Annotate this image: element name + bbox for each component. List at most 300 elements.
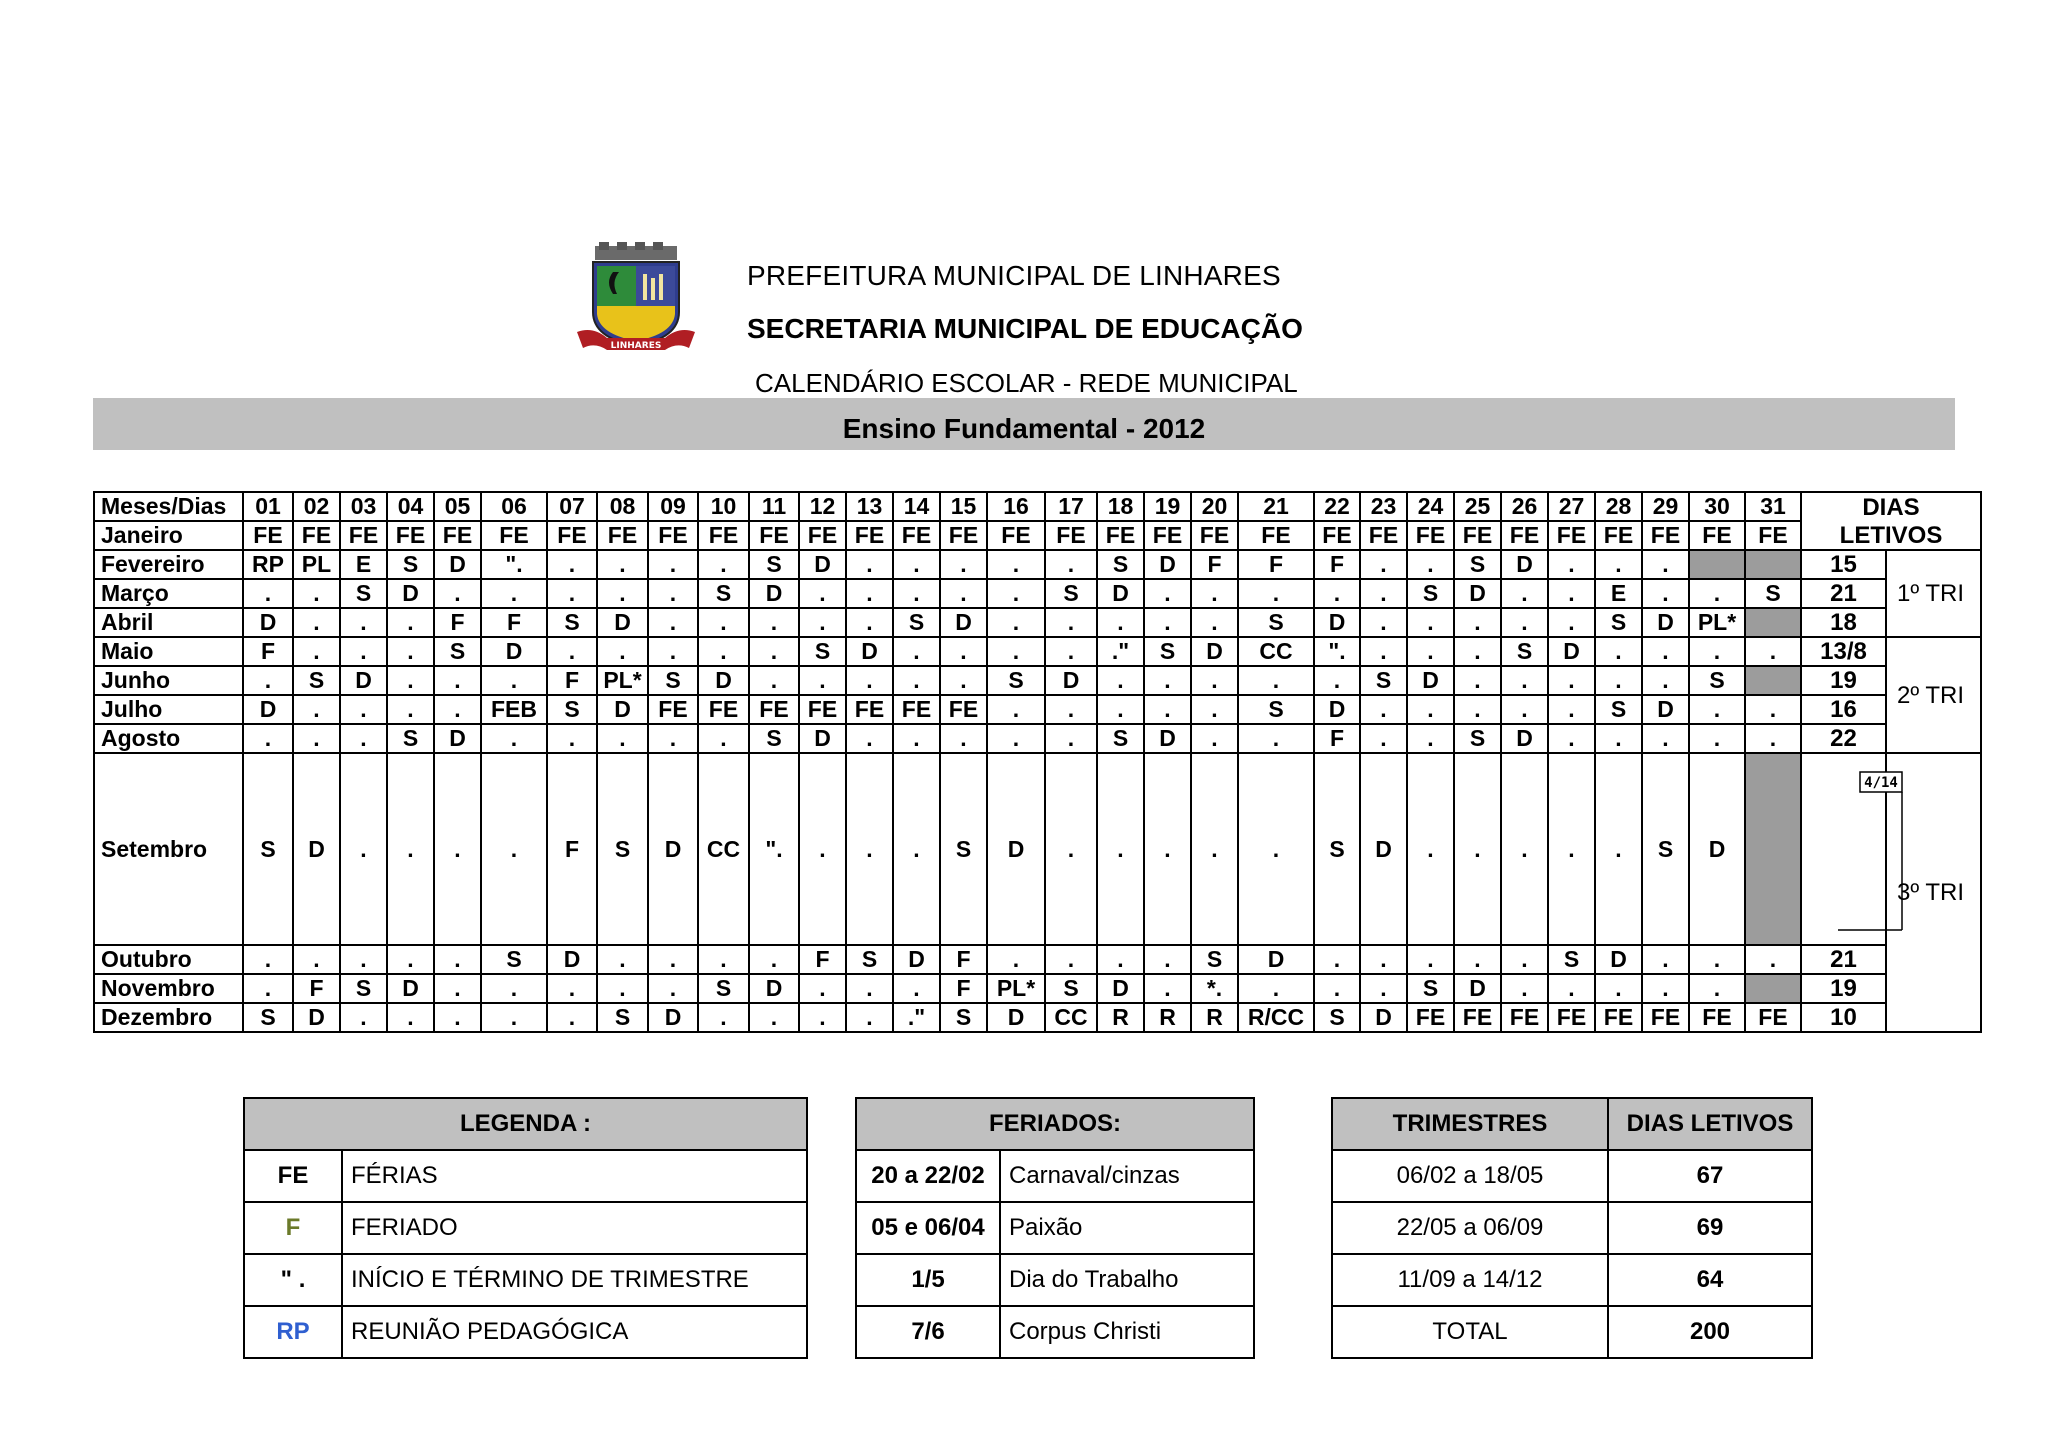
day-cell: .	[749, 666, 799, 695]
day-cell: FE	[481, 521, 547, 550]
day-cell: F	[547, 753, 597, 945]
holiday-name: Dia do Trabalho	[1000, 1254, 1254, 1306]
holidays-table	[855, 1097, 1255, 1359]
day-cell: .	[434, 695, 481, 724]
day-cell: .	[340, 608, 387, 637]
school-days-value: 22	[1801, 724, 1886, 753]
day-cell: FE	[1407, 1003, 1454, 1032]
day-cell: .	[1407, 637, 1454, 666]
day-cell: FE	[940, 521, 987, 550]
school-days-value: 16	[1801, 695, 1886, 724]
day-cell: .	[547, 579, 597, 608]
day-cell: .	[340, 753, 387, 945]
school-days-value: 18	[1801, 608, 1886, 637]
day-cell: S	[1314, 753, 1360, 945]
holiday-name: Paixão	[1000, 1202, 1254, 1254]
day-cell: .	[243, 666, 293, 695]
day-header: 18	[1097, 492, 1144, 521]
day-cell: .	[1642, 550, 1689, 579]
day-cell: RP	[243, 550, 293, 579]
day-cell: S	[940, 1003, 987, 1032]
day-header: 05	[434, 492, 481, 521]
day-cell: .	[293, 637, 340, 666]
day-cell: .	[1501, 945, 1548, 974]
day-cell: .	[1454, 608, 1501, 637]
day-cell: .	[648, 945, 698, 974]
day-cell: FE	[1191, 521, 1238, 550]
holiday-date: 1/5	[856, 1254, 1000, 1306]
day-cell: D	[547, 945, 597, 974]
day-cell: F	[799, 945, 846, 974]
school-days-header: DIAS LETIVOS	[1608, 1098, 1812, 1150]
trimester-period: 22/05 a 06/09	[1332, 1202, 1608, 1254]
day-cell: .	[1595, 666, 1642, 695]
month-name: Janeiro	[94, 521, 243, 550]
day-cell: ".	[481, 550, 547, 579]
day-cell: S	[698, 974, 749, 1003]
day-cell: .	[1595, 974, 1642, 1003]
day-cell: FE	[1501, 1003, 1548, 1032]
legend-description: FERIADO	[342, 1202, 807, 1254]
holiday-row	[856, 1306, 1254, 1358]
day-cell: .	[1360, 945, 1407, 974]
legend-code: F	[244, 1202, 342, 1254]
day-cell: .	[1144, 579, 1191, 608]
day-cell: ."	[1097, 637, 1144, 666]
day-cell: .	[243, 724, 293, 753]
day-cell: D	[1454, 974, 1501, 1003]
day-cell: .	[1745, 945, 1801, 974]
day-cell: E	[1595, 579, 1642, 608]
day-cell: D	[434, 550, 481, 579]
day-cell: .	[340, 1003, 387, 1032]
day-cell: .	[799, 753, 846, 945]
day-cell: F	[1238, 550, 1314, 579]
day-cell: S	[799, 637, 846, 666]
day-cell: .	[648, 579, 698, 608]
day-cell: .	[846, 1003, 893, 1032]
day-header: 23	[1360, 492, 1407, 521]
day-cell: D	[893, 945, 940, 974]
school-days-column-header-2: LETIVOS	[1801, 521, 1981, 550]
day-cell: .	[547, 1003, 597, 1032]
day-cell: .	[940, 637, 987, 666]
day-cell: ".	[749, 753, 799, 945]
day-cell: D	[1360, 753, 1407, 945]
setembro-note-callout	[1836, 768, 1908, 934]
day-cell: F	[940, 974, 987, 1003]
month-row	[94, 666, 1981, 695]
day-cell: .	[1238, 666, 1314, 695]
trimester-period: TOTAL	[1332, 1306, 1608, 1358]
day-cell: FE	[1454, 521, 1501, 550]
day-cell: .	[1097, 695, 1144, 724]
holiday-date: 7/6	[856, 1306, 1000, 1358]
day-cell: D	[1501, 724, 1548, 753]
day-cell: .	[893, 974, 940, 1003]
day-cell: S	[1097, 724, 1144, 753]
day-cell: .	[340, 724, 387, 753]
school-days-value: 13/8	[1801, 637, 1886, 666]
day-cell: FE	[1595, 521, 1642, 550]
day-cell: S	[648, 666, 698, 695]
trimester-label: 1º TRI	[1886, 550, 1981, 637]
month-name: Março	[94, 579, 243, 608]
day-cell: .	[940, 550, 987, 579]
header-municipality: PREFEITURA MUNICIPAL DE LINHARES	[747, 260, 1281, 291]
day-cell: S	[243, 753, 293, 945]
day-cell: .	[987, 550, 1045, 579]
day-header: 25	[1454, 492, 1501, 521]
holiday-row	[856, 1202, 1254, 1254]
day-cell: .	[293, 695, 340, 724]
day-cell: .	[698, 1003, 749, 1032]
day-cell: E	[340, 550, 387, 579]
day-cell: .	[893, 753, 940, 945]
trimester-row	[1332, 1150, 1812, 1202]
day-cell: D	[1191, 637, 1238, 666]
day-cell: F	[1191, 550, 1238, 579]
day-cell	[1745, 753, 1801, 945]
day-cell: S	[1314, 1003, 1360, 1032]
day-cell: S	[340, 974, 387, 1003]
day-cell: .	[547, 974, 597, 1003]
day-cell: ."	[893, 1003, 940, 1032]
day-cell: S	[547, 608, 597, 637]
day-cell: S	[1238, 608, 1314, 637]
crest-ribbon-text: LINHARES	[610, 341, 662, 351]
day-cell: .	[1097, 945, 1144, 974]
day-cell: D	[1314, 608, 1360, 637]
day-cell: .	[1045, 637, 1097, 666]
day-cell: .	[1045, 695, 1097, 724]
day-cell: S	[597, 1003, 648, 1032]
day-cell: F	[1314, 724, 1360, 753]
day-cell: S	[1548, 945, 1595, 974]
day-cell: .	[434, 974, 481, 1003]
day-cell: .	[597, 637, 648, 666]
day-cell: .	[597, 579, 648, 608]
day-header: 14	[893, 492, 940, 521]
day-cell: FE	[1045, 521, 1097, 550]
day-cell: FE	[648, 695, 698, 724]
day-cell: F	[243, 637, 293, 666]
day-cell: .	[1238, 724, 1314, 753]
day-cell: FE	[1745, 521, 1801, 550]
day-cell: FE	[1454, 1003, 1501, 1032]
day-cell: .	[1191, 724, 1238, 753]
day-cell: .	[893, 724, 940, 753]
day-cell: .	[1144, 608, 1191, 637]
day-cell: .	[1745, 637, 1801, 666]
day-cell: D	[1407, 666, 1454, 695]
school-calendar-table	[93, 491, 1982, 1033]
day-cell: .	[1238, 974, 1314, 1003]
day-cell: .	[1689, 579, 1745, 608]
day-cell: .	[387, 1003, 434, 1032]
day-cell: D	[597, 608, 648, 637]
day-cell: D	[749, 974, 799, 1003]
month-row	[94, 753, 1981, 945]
month-name: Setembro	[94, 753, 243, 945]
day-cell: .	[1191, 579, 1238, 608]
day-cell: .	[1454, 753, 1501, 945]
day-cell	[1745, 974, 1801, 1003]
day-cell: FE	[940, 695, 987, 724]
day-header: 12	[799, 492, 846, 521]
day-cell: .	[987, 637, 1045, 666]
day-cell: .	[1360, 974, 1407, 1003]
day-cell: .	[1501, 695, 1548, 724]
day-cell: FE	[1097, 521, 1144, 550]
day-cell: .	[648, 608, 698, 637]
day-cell: .	[1689, 974, 1745, 1003]
day-header: 15	[940, 492, 987, 521]
day-cell: D	[846, 637, 893, 666]
day-cell: .	[1097, 753, 1144, 945]
day-cell: .	[434, 1003, 481, 1032]
month-name: Julho	[94, 695, 243, 724]
day-cell: F	[293, 974, 340, 1003]
day-cell: D	[1045, 666, 1097, 695]
day-cell: D	[481, 637, 547, 666]
day-cell: .	[799, 608, 846, 637]
day-cell: .	[547, 637, 597, 666]
day-cell: .	[846, 724, 893, 753]
day-cell: S	[1642, 753, 1689, 945]
day-cell: D	[1097, 579, 1144, 608]
day-cell: .	[481, 753, 547, 945]
day-header: 31	[1745, 492, 1801, 521]
day-cell: .	[293, 724, 340, 753]
month-row	[94, 608, 1981, 637]
day-cell: .	[597, 724, 648, 753]
day-cell: FE	[387, 521, 434, 550]
day-cell: FE	[547, 521, 597, 550]
day-cell: .	[1454, 637, 1501, 666]
day-cell: FE	[846, 695, 893, 724]
day-cell: S	[1191, 945, 1238, 974]
day-cell: .	[1314, 974, 1360, 1003]
day-cell: FEB	[481, 695, 547, 724]
day-cell: .	[1595, 753, 1642, 945]
day-cell: .	[846, 550, 893, 579]
day-cell: FE	[1501, 521, 1548, 550]
day-cell: D	[293, 753, 340, 945]
day-cell: F	[481, 608, 547, 637]
header-secretariat: SECRETARIA MUNICIPAL DE EDUCAÇÃO	[747, 313, 1303, 344]
day-cell: .	[547, 724, 597, 753]
day-cell: FE	[987, 521, 1045, 550]
day-cell: FE	[1360, 521, 1407, 550]
day-cell: FE	[1642, 521, 1689, 550]
day-cell: .	[434, 579, 481, 608]
holidays-title: FERIADOS:	[856, 1098, 1254, 1150]
day-cell: D	[1595, 945, 1642, 974]
day-cell: FE	[1548, 1003, 1595, 1032]
day-cell: CC	[1045, 1003, 1097, 1032]
day-cell: .	[698, 724, 749, 753]
day-cell: S	[1238, 695, 1314, 724]
day-header: 22	[1314, 492, 1360, 521]
day-cell: .	[1642, 724, 1689, 753]
legend-code: " .	[244, 1254, 342, 1306]
day-cell: .	[1045, 945, 1097, 974]
day-cell: CC	[1238, 637, 1314, 666]
month-name: Maio	[94, 637, 243, 666]
day-cell: .	[698, 550, 749, 579]
day-cell: .	[1045, 724, 1097, 753]
day-cell: R	[1144, 1003, 1191, 1032]
day-cell: .	[293, 579, 340, 608]
day-cell: .	[1407, 550, 1454, 579]
trimester-row	[1332, 1254, 1812, 1306]
day-cell: .	[1191, 666, 1238, 695]
school-days-value: 19	[1801, 666, 1886, 695]
day-cell: .	[243, 579, 293, 608]
day-cell: .	[1454, 695, 1501, 724]
day-cell: FE	[1548, 521, 1595, 550]
day-cell: S	[340, 579, 387, 608]
day-cell: .	[1548, 579, 1595, 608]
day-cell: S	[1407, 579, 1454, 608]
day-cell: .	[1745, 724, 1801, 753]
day-cell: F	[940, 945, 987, 974]
day-cell: .	[1045, 753, 1097, 945]
day-cell: .	[1548, 753, 1595, 945]
day-header: 17	[1045, 492, 1097, 521]
day-cell: S	[1045, 974, 1097, 1003]
day-cell: .	[1689, 945, 1745, 974]
day-cell: S	[1501, 637, 1548, 666]
trimester-row	[1332, 1202, 1812, 1254]
trimester-row	[1332, 1306, 1812, 1358]
day-cell: S	[940, 753, 987, 945]
day-cell: .	[698, 945, 749, 974]
trimesters-header: TRIMESTRES	[1332, 1098, 1608, 1150]
day-cell: .	[1360, 579, 1407, 608]
day-cell: S	[597, 753, 648, 945]
month-row	[94, 945, 1981, 974]
day-header: 03	[340, 492, 387, 521]
school-days-value: 21	[1801, 579, 1886, 608]
day-cell: S	[749, 550, 799, 579]
day-cell: .	[387, 666, 434, 695]
day-cell: .	[340, 945, 387, 974]
day-cell: R/CC	[1238, 1003, 1314, 1032]
trimester-school-days: 200	[1608, 1306, 1812, 1358]
day-cell: S	[547, 695, 597, 724]
day-cell: .	[648, 550, 698, 579]
day-cell: D	[1144, 724, 1191, 753]
legend-row	[244, 1306, 807, 1358]
month-row	[94, 550, 1981, 579]
day-cell: S	[1144, 637, 1191, 666]
day-cell: .	[1501, 974, 1548, 1003]
day-cell: S	[698, 579, 749, 608]
day-cell	[1745, 666, 1801, 695]
day-cell: .	[987, 945, 1045, 974]
day-cell: FE	[749, 521, 799, 550]
day-cell: S	[1097, 550, 1144, 579]
day-cell: .	[243, 945, 293, 974]
day-cell: .	[648, 974, 698, 1003]
legend-row	[244, 1202, 807, 1254]
setembro-note-text: 4/14	[1864, 775, 1898, 791]
day-cell: D	[987, 1003, 1045, 1032]
day-cell: S	[749, 724, 799, 753]
day-cell: .	[1407, 724, 1454, 753]
month-name: Junho	[94, 666, 243, 695]
legend-description: INÍCIO E TÉRMINO DE TRIMESTRE	[342, 1254, 807, 1306]
day-cell: .	[1238, 753, 1314, 945]
day-cell: .	[1360, 608, 1407, 637]
day-cell: .	[698, 637, 749, 666]
day-cell: FE	[1689, 521, 1745, 550]
day-cell: FE	[893, 695, 940, 724]
day-cell: S	[1454, 550, 1501, 579]
day-cell	[1745, 550, 1801, 579]
day-cell: .	[1548, 695, 1595, 724]
day-cell: .	[987, 724, 1045, 753]
day-cell: FE	[648, 521, 698, 550]
month-name: Fevereiro	[94, 550, 243, 579]
day-cell: .	[893, 637, 940, 666]
school-days-value: 21	[1801, 945, 1886, 974]
day-cell: D	[799, 550, 846, 579]
day-cell: FE	[293, 521, 340, 550]
day-cell: ".	[1314, 637, 1360, 666]
day-cell: .	[648, 724, 698, 753]
day-header: 09	[648, 492, 698, 521]
day-cell: S	[1745, 579, 1801, 608]
legend-table	[243, 1097, 808, 1359]
trimester-period: 06/02 a 18/05	[1332, 1150, 1608, 1202]
day-cell: S	[846, 945, 893, 974]
day-cell: .	[243, 974, 293, 1003]
day-cell: .	[387, 753, 434, 945]
day-header: 02	[293, 492, 340, 521]
trimester-label: 2º TRI	[1886, 637, 1981, 753]
day-cell: S	[1595, 608, 1642, 637]
day-cell: FE	[698, 521, 749, 550]
day-cell: .	[893, 550, 940, 579]
day-header: 08	[597, 492, 648, 521]
day-cell: .	[434, 753, 481, 945]
day-cell: .	[1144, 695, 1191, 724]
day-cell: .	[1642, 974, 1689, 1003]
day-cell: FE	[1314, 521, 1360, 550]
day-header: 28	[1595, 492, 1642, 521]
day-cell	[1689, 550, 1745, 579]
day-cell: .	[481, 974, 547, 1003]
day-cell: .	[1501, 666, 1548, 695]
trimester-period: 11/09 a 14/12	[1332, 1254, 1608, 1306]
day-cell: .	[387, 695, 434, 724]
day-cell: .	[1360, 550, 1407, 579]
day-cell: FE	[799, 521, 846, 550]
day-cell	[1745, 608, 1801, 637]
day-cell: FE	[243, 521, 293, 550]
day-cell: .	[387, 608, 434, 637]
day-cell: D	[648, 753, 698, 945]
day-cell: FE	[1745, 1003, 1801, 1032]
day-cell: PL*	[597, 666, 648, 695]
day-cell: S	[481, 945, 547, 974]
day-cell: .	[749, 637, 799, 666]
day-cell: S	[987, 666, 1045, 695]
day-header: 06	[481, 492, 547, 521]
